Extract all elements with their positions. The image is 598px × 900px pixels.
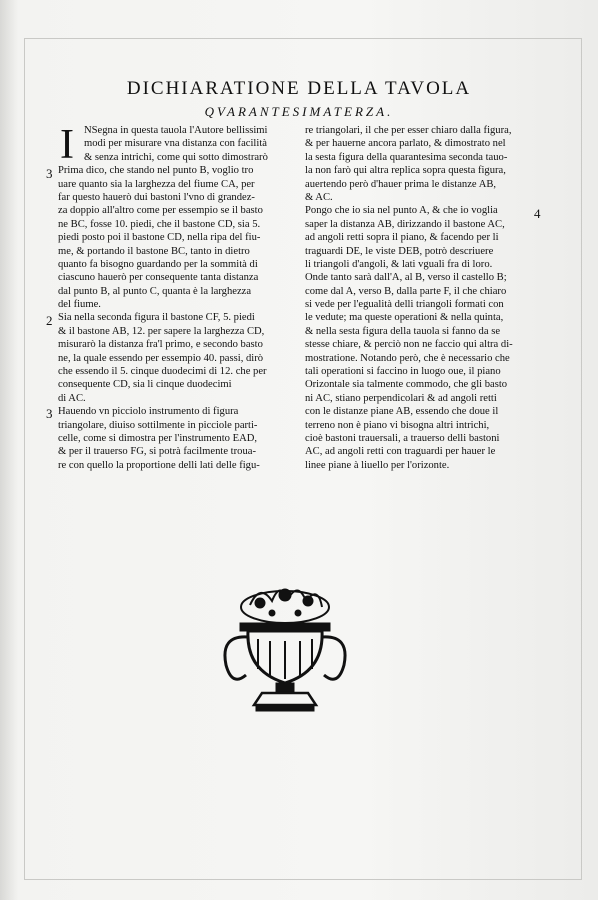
text-line: come dal A, verso B, dalla parte F, il che chiaro [305, 285, 507, 297]
text-line: dal punto B, al punto C, quanta è la larghezza [58, 285, 252, 297]
text-line: NSegna in questa tauola l'Autore bellissimi [84, 125, 268, 136]
text-line: terreno non è piano vi bisogna altri intrichi, [305, 419, 490, 431]
text-line: celle, come si dimostra per l'instrumento EAD, [58, 432, 258, 444]
text-line: cioè bastoni trauersali, a trauerso delli bastoni [305, 432, 500, 444]
text-line: Sia nella seconda figura il bastone CF, 5. piedi [58, 312, 255, 324]
page-title: DICHIARATIONE DELLA TAVOLA [126, 78, 472, 99]
text-line: si vede per l'egualità delli triangoli formati con [305, 299, 504, 311]
text-line: re triangolari, il che per esser chiaro dalla figura, [305, 125, 512, 136]
text-line: & per il trauerso FG, si potrà facilmente troua- [58, 446, 256, 458]
text-line: & nella sesta figura della tauola si fanno da se [305, 325, 501, 337]
text-line: traguardi DE, le viste DEB, potrò descriuere [305, 245, 494, 257]
text-line: quanto fa bisogno guardando per la sommità di [58, 258, 258, 270]
right-text-column [305, 124, 530, 472]
text-line: piedi posto poi il bastone CD, nella ripa del fiu- [58, 232, 261, 244]
text-line: Onde tanto sarà dall'A, al B, verso il castello B; [305, 272, 507, 284]
margin-number: 3 [46, 166, 53, 181]
text-line: la non farò qui altra replica sopra questa figura, [305, 165, 506, 177]
text-line: & AC. [305, 191, 333, 203]
flower-vase-ornament [210, 585, 360, 725]
left-text-column [58, 124, 298, 472]
text-line: ad angoli retti sopra il piano, & facendo per li [305, 232, 499, 244]
text-line: modi per misurare vna distanza con facilità [84, 138, 267, 150]
text-line: consequente CD, sia li cinque duodecimi [58, 379, 232, 391]
text-line: di AC. [58, 392, 86, 404]
text-line: Prima dico, che stando nel punto B, voglio tro [58, 165, 254, 177]
margin-number: 2 [46, 313, 53, 328]
text-line: tali operationi si faccino in luogo oue, il piano [305, 366, 501, 378]
text-line: far questo hauerò dui bastoni l'vno di grandez- [58, 191, 255, 203]
margin-number: 3 [46, 406, 53, 421]
text-line: za doppio all'altro come per essempio se il basto [58, 205, 263, 217]
margin-number: 4 [534, 206, 541, 221]
drop-cap: I [60, 122, 74, 168]
text-line: auertendo però d'hauer prima le distanze AB, [305, 178, 497, 190]
text-line: & senza intrichi, come qui sotto dimostrarò [84, 151, 268, 163]
text-line: che essendo il 5. cinque duodecimi di 12. che per [58, 366, 267, 378]
text-line: me, & portando il bastone BC, tanto in dietro [58, 245, 250, 257]
text-line: con le distanze piane AB, essendo che doue il [305, 406, 499, 418]
text-line: la sesta figura della quarantesima seconda tauo- [305, 151, 508, 163]
text-line: ni AC, stiano perpendicolari & ad angoli retti [305, 392, 497, 404]
text-line: Orizontale sia talmente commodo, che gli basto [305, 379, 508, 391]
text-line: Pongo che io sia nel punto A, & che io voglia [305, 205, 498, 217]
text-line: le vedute; ma queste operationi & nella quinta, [305, 312, 504, 324]
text-line: misurarò la distanza fra'l primo, e secondo basto [58, 339, 263, 351]
text-line: del fiume. [58, 299, 101, 311]
text-line: ne BC, fosse 10. piedi, che il bastone CD, sia 5. [58, 218, 261, 230]
text-line: triangolare, diuiso sottilmente in picciole parti- [58, 419, 258, 431]
text-line: Hauendo vn picciolo instrumento di figura [58, 406, 239, 418]
page-subtitle: QVARANTESIMATERZA. [204, 104, 394, 119]
text-line: saper la distanza AB, dirizzando il bastone AC, [305, 218, 505, 230]
text-line: re con quello la proportione delli lati delle figu- [58, 459, 260, 471]
text-line: & per hauerne ancora parlato, & dimostrato nel [305, 138, 506, 150]
text-line: ciascuno hauerò per consequente tanta distanza [58, 272, 259, 284]
text-line: li triangoli d'angoli, & lati vguali fra di loro. [305, 258, 493, 270]
text-line: & il bastone AB, 12. per sapere la larghezza CD, [58, 325, 265, 337]
text-line: AC, ad angoli retti con traguardi per hauer le [305, 446, 496, 458]
text-line: linee piane à liuello per l'orizonte. [305, 459, 450, 471]
text-line: stesse chiare, & perciò non ne faccio qui altra di- [305, 339, 513, 351]
text-line: uare quanto sia la larghezza del fiume CA, per [58, 178, 255, 190]
text-line: mostratione. Notando però, che è necessario che [305, 352, 510, 364]
text-line: ne, la quale essendo per essempio 40. passi, dirò [58, 352, 264, 364]
